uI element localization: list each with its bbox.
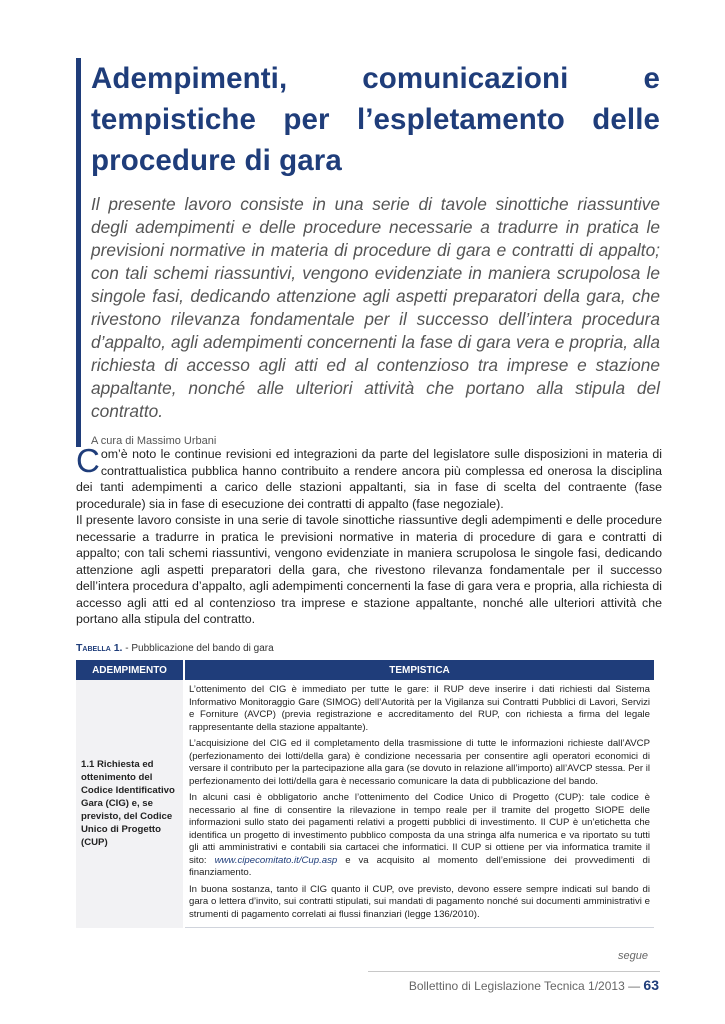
- page-footer: [409, 977, 659, 993]
- intro-text: [76, 442, 662, 628]
- article-title: Adempimenti, comunicazioni e tempistiche per l’espletamento delle procedure di gara: [91, 62, 660, 177]
- drop-cap: C: [76, 442, 100, 479]
- cell-paragraph-2: L’acquisizione del CIG ed il completamento della trasmissione di tutte le informazioni richieste dall’AVCP (perfezionamento dei lotti/della gara) è condizione necessaria per consentire agli operatori economici di versare il contributo per la partecipazione alla gara (se dovuto in relazione all’importo) all’AVCP stessa. Per il perfezionamento dei lotti/della gara è necessario comunicare la data di pubblicazione del bando.: [189, 738, 650, 787]
- intro-paragraph-1-text: om’è noto le continue revisioni ed integrazioni da parte del legislatore sulle disposizioni in materia di contrattualistica pubblica hanno contribuito a rendere ancora più complessa ed onerosa la disciplina dei tanti adempimenti a carico delle stazioni appaltanti, sia in fase di scelta del contraente (fase procedurale) sia in fase di esecuzione dei contratti di appalto (fase negoziale).: [76, 447, 662, 511]
- footer-dash: —: [624, 979, 644, 993]
- footer-divider: [368, 971, 660, 972]
- cell-paragraph-4: In buona sostanza, tanto il CIG quanto il CUP, ove previsto, devono essere sempre indicati sul bando di gara o lettera d’invito, sui contratti stipulati, sui mandati di pagamento nonché sui documenti amministrativi e strumenti di pagamento correlati ai flussi finanziari (legge 136/2010).: [189, 883, 650, 920]
- article-header: [76, 58, 660, 447]
- table-header-row: [76, 660, 654, 680]
- cell-paragraph-3-end: e va acquisito al momento dell’emissione dei provvedimenti di finanziamento.: [189, 854, 651, 878]
- article-abstract: Il presente lavoro consiste in una serie di tavole sinottiche riassuntive degli adempimenti e delle procedure necessarie a tradurre in pratica le previsioni normative in materia di procedure di gara e contratti di appalto; con tali schemi riassuntivi, vengono evidenziate in maniera scrupolosa le singole fasi, dedicando attenzione agli aspetti preparatori della gara, che rivestono rilevanza fondamentale per il successo dell’intera procedura d’appalto, agli adempimenti concernenti la fase di gara vera e propria, alla richiesta di accesso agli atti ed al contenzioso tra imprese e stazione appaltante, nonché alle ulteriori attività che portano alla stipula del contratto.: [91, 194, 660, 421]
- table-caption-text: - Pubblicazione del bando di gara: [122, 643, 274, 654]
- cell-paragraph-3: [189, 792, 650, 880]
- column-header-adempimento: ADEMPIMENTO: [76, 660, 184, 680]
- page-number: 63: [643, 977, 659, 993]
- table-row: [76, 680, 654, 928]
- cup-link[interactable]: www.cipecomitato.it/Cup.asp: [214, 854, 338, 866]
- column-header-tempistica: TEMPISTICA: [184, 660, 654, 680]
- row-label: 1.1 Richiesta ed ottenimento del Codice Identificativo Gara (CIG) e, se previsto, del Codice Unico di Progetto (CUP): [76, 680, 184, 928]
- data-table: [76, 660, 654, 928]
- article-author: A cura di Massimo Urbani: [91, 435, 217, 447]
- continued-label: segue: [618, 950, 648, 962]
- table-caption: [76, 642, 274, 654]
- intro-paragraph-1: [76, 442, 662, 512]
- cell-paragraph-3-text: In alcuni casi è obbligatorio anche l’ottenimento del Codice Unico di Progetto (CUP): tale codice è necessario al fine di consentire la rilevazione in tempo reale per il tramite del progetto SIOPE delle informazioni sullo stato dei pagamenti relativi a progetti pubblici di investimento. Il CUP è un’etichetta che identifica un progetto di investimento pubblico composta da una stringa alfa numerica e va riportato su tutti gli atti amministrativi e contabili sia cartacei che informatici. Il CUP si ottiene per via informatica tramite il sito:: [189, 792, 650, 866]
- cell-paragraph-1: L’ottenimento del CIG è immediato per tutte le gare: il RUP deve inserire i dati richiesti dal Sistema Informativo Monitoraggio Gare (SIMOG) dell’Autorità per la Vigilanza sui Contratti Pubblici di Lavori, Servizi e Forniture (AVCP) (previa registrazione e accreditamento del RUP, con richiesta a firma del legale rappresentante della stazione appaltante).: [189, 684, 650, 733]
- row-content: [184, 680, 654, 928]
- table-caption-label: Tabella 1.: [76, 642, 123, 654]
- intro-paragraph-2: Il presente lavoro consiste in una serie di tavole sinottiche riassuntive degli adempimenti e delle procedure necessarie a tradurre in pratica le previsioni normative in materia di procedure di gara e contratti di appalto; con tali schemi riassuntivi, vengono evidenziate in maniera scrupolosa le singole fasi, dedicando attenzione agli aspetti preparatori della gara, che rivestono rilevanza fondamentale per il successo dell’intera procedura d’appalto, agli adempimenti concernenti la fase di gara vera e propria, alla richiesta di accesso agli atti ed al contenzioso tra imprese e stazione appaltante, nonché alle ulteriori attività che portano alla stipula del contratto.: [76, 513, 662, 626]
- journal-name: Bollettino di Legislazione Tecnica 1/2013: [408, 979, 625, 993]
